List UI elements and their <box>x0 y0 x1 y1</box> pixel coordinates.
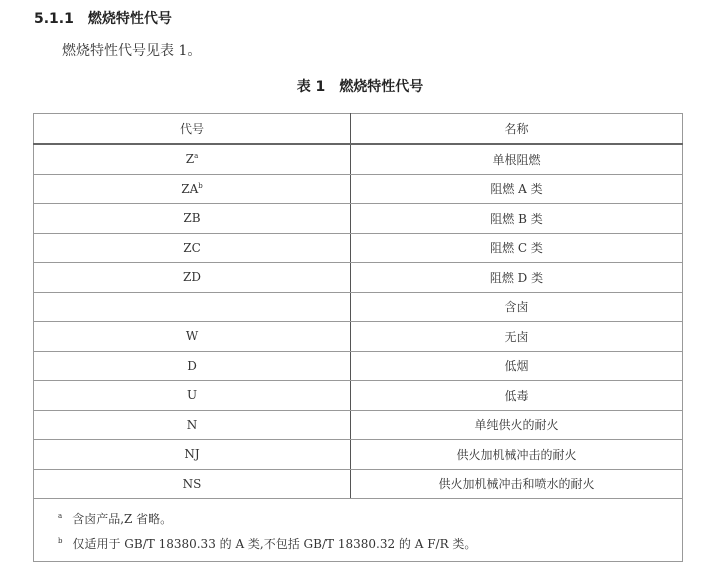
footnote-mark: a <box>58 512 63 520</box>
cell-code <box>34 292 351 322</box>
section-number: 5.1.1 <box>34 11 74 27</box>
cell-code <box>34 144 351 174</box>
table-row <box>34 233 683 263</box>
code-footnote-mark: a <box>194 152 199 161</box>
table-row <box>34 322 683 352</box>
table-row <box>34 410 683 440</box>
table-notes-row <box>34 499 683 562</box>
code-text: NS <box>182 476 202 491</box>
cell-code <box>34 410 351 440</box>
table-row <box>34 381 683 411</box>
footnote-a <box>58 505 682 530</box>
code-footnote-mark: b <box>198 181 203 190</box>
cell-code <box>34 381 351 411</box>
footnote-b <box>58 530 682 555</box>
body-paragraph: 燃烧特性代号见表 1。 <box>62 43 202 59</box>
section-heading <box>34 8 172 28</box>
table-caption <box>0 76 720 96</box>
code-text: W <box>185 329 199 344</box>
table-header-row <box>34 114 683 145</box>
code-text: ZA <box>181 181 199 196</box>
table-row <box>34 174 683 204</box>
code-text: Z <box>185 152 195 167</box>
cell-name: 低毒 <box>351 381 683 411</box>
cell-name: 阻燃 B 类 <box>351 204 683 234</box>
table-caption-title: 燃烧特性代号 <box>339 79 424 95</box>
cell-name: 无卤 <box>351 322 683 352</box>
cell-name: 阻燃 D 类 <box>351 263 683 293</box>
table-row <box>34 204 683 234</box>
cell-code <box>34 469 351 499</box>
cell-name: 低烟 <box>351 351 683 381</box>
table-row <box>34 440 683 470</box>
cell-code <box>34 204 351 234</box>
header-name: 名称 <box>351 114 683 145</box>
section-title: 燃烧特性代号 <box>87 11 172 27</box>
code-text: NJ <box>184 447 200 462</box>
cell-name: 含卤 <box>351 292 683 322</box>
combustion-code-table <box>33 113 683 562</box>
code-text: U <box>186 388 198 403</box>
cell-name: 供火加机械冲击的耐火 <box>351 440 683 470</box>
table-row <box>34 351 683 381</box>
cell-name: 单根阻燃 <box>351 144 683 174</box>
cell-name: 供火加机械冲击和喷水的耐火 <box>351 469 683 499</box>
footnote-text: 仅适用于 GB/T 18380.33 的 A 类,不包括 GB/T 18380.32 的 A F/R 类。 <box>72 537 477 551</box>
table-row <box>34 263 683 293</box>
code-text: D <box>187 358 197 373</box>
cell-code <box>34 263 351 293</box>
cell-code <box>34 233 351 263</box>
code-text: ZC <box>183 240 201 255</box>
table-row <box>34 144 683 174</box>
table-notes <box>34 499 683 562</box>
code-text: ZD <box>183 270 201 285</box>
code-text: N <box>186 417 198 432</box>
footnote-text: 含卤产品,Z 省略。 <box>72 512 173 526</box>
footnote-mark: b <box>58 537 63 545</box>
cell-name: 单纯供火的耐火 <box>351 410 683 440</box>
cell-name: 阻燃 C 类 <box>351 233 683 263</box>
cell-code <box>34 322 351 352</box>
code-text: ZB <box>183 211 201 226</box>
header-code: 代号 <box>34 114 351 145</box>
table-caption-label: 表 1 <box>296 79 326 95</box>
cell-code <box>34 440 351 470</box>
cell-code <box>34 174 351 204</box>
cell-name: 阻燃 A 类 <box>351 174 683 204</box>
cell-code <box>34 351 351 381</box>
table-row <box>34 469 683 499</box>
table-row <box>34 292 683 322</box>
